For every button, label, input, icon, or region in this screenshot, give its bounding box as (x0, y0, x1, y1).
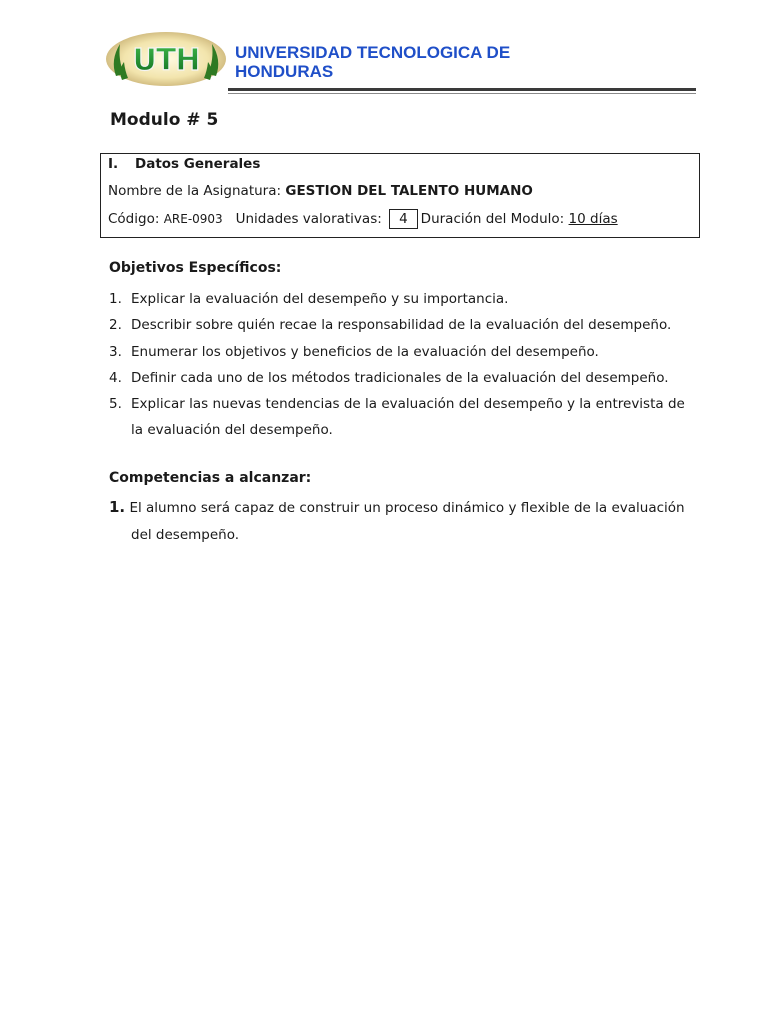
list-item-continuation (109, 417, 709, 443)
university-name-line1: UNIVERSIDAD TECNOLOGICA DE (235, 43, 511, 62)
code-line (108, 209, 618, 229)
competency-number: 1. (109, 498, 126, 516)
university-name (235, 43, 565, 81)
duration-label: Duración del Modulo: (420, 211, 565, 227)
competency-item (109, 494, 709, 549)
item-text: Definir cada uno de los métodos tradicionales de la evaluación del desempeño. (131, 369, 669, 386)
item-text: Enumerar los objetivos y beneficios de la evaluación del desempeño. (131, 343, 599, 360)
university-name-line2: HONDURAS (235, 62, 334, 81)
general-data-heading (108, 156, 260, 172)
uth-logo (104, 30, 228, 88)
objectives-list (109, 286, 709, 444)
duration-value: 10 días (568, 211, 618, 227)
header-divider (228, 88, 696, 91)
item-text-continuation: la evaluación del desempeño. (131, 422, 333, 439)
list-item (109, 339, 709, 365)
page-title: Modulo # 5 (110, 110, 219, 130)
code-value: ARE-0903 (163, 212, 223, 226)
header-divider-thin (228, 93, 696, 94)
list-item (109, 365, 709, 391)
competency-line2: del desempeño. (131, 527, 240, 543)
item-text: Explicar la evaluación del desempeño y su importancia. (131, 291, 509, 307)
item-text: Explicar las nuevas tendencias de la evaluación del desempeño y la entrevista de (131, 396, 685, 413)
subject-line (108, 183, 533, 199)
item-number: 4. (109, 369, 122, 386)
item-number: 2. (109, 317, 122, 334)
item-number: 5. (109, 396, 122, 413)
item-number: 1. (109, 291, 122, 307)
general-data-box (100, 153, 700, 238)
objectives-title: Objetivos Específicos: (109, 260, 282, 276)
item-number: 3. (109, 343, 122, 360)
section-title: Datos Generales (135, 156, 261, 172)
logo-lettering: UTH (132, 43, 200, 78)
item-text: Describir sobre quién recae la responsabilidad de la evaluación del desempeño. (131, 317, 672, 334)
units-value: 4 (389, 209, 418, 229)
code-label: Código: (108, 211, 160, 227)
competency-line1 (109, 494, 709, 522)
list-item (109, 312, 709, 338)
subject-value: GESTION DEL TALENTO HUMANO (285, 183, 533, 199)
competencies-title: Competencias a alcanzar: (109, 470, 312, 486)
list-item (109, 391, 709, 417)
list-item (109, 286, 709, 312)
competency-text: El alumno será capaz de construir un proceso dinámico y flexible de la evaluación (129, 500, 685, 516)
subject-label: Nombre de la Asignatura: (108, 183, 282, 199)
units-label: Unidades valorativas: (235, 211, 382, 227)
section-number: I. (108, 156, 119, 172)
